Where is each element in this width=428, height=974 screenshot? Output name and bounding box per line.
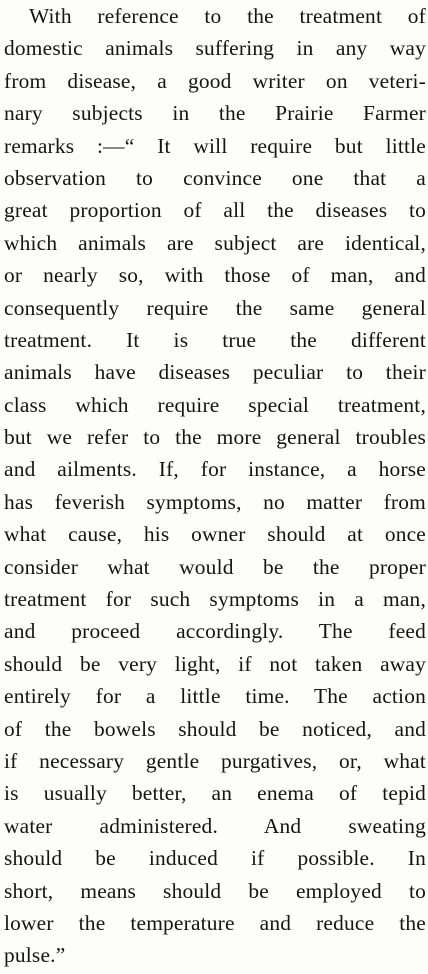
article-line: and ailments. If, for instance, a horse bbox=[4, 457, 426, 482]
article-line: or nearly so, with those of man, and bbox=[4, 263, 426, 288]
article-line: from disease, a good writer on veteri- bbox=[4, 68, 426, 93]
article-line: should be very light, if not taken away bbox=[4, 651, 426, 676]
article-line: treatment for such symptoms in a man, bbox=[4, 587, 426, 612]
article-line: and proceed accordingly. The feed bbox=[4, 619, 426, 644]
article-column bbox=[4, 0, 426, 972]
article-line: treatment. It is true the different bbox=[4, 327, 426, 352]
article-line: pulse.” bbox=[4, 943, 66, 968]
article-line: entirely for a little time. The action bbox=[4, 684, 426, 709]
article-line: but we refer to the more general troubles bbox=[4, 425, 426, 450]
article-line: nary subjects in the Prairie Farmer bbox=[4, 101, 426, 126]
article-line: animals have diseases peculiar to their bbox=[4, 360, 426, 385]
article-line: water administered. And sweating bbox=[4, 813, 426, 838]
article-line: With reference to the treatment of bbox=[29, 4, 426, 28]
article-line: domestic animals suffering in any way bbox=[4, 36, 426, 61]
article-line: consider what would be the proper bbox=[4, 554, 426, 579]
article-line: great proportion of all the diseases to bbox=[4, 198, 426, 223]
article-line: lower the temperature and reduce the bbox=[4, 910, 426, 935]
article-line: what cause, his owner should at once bbox=[4, 522, 426, 547]
article-line: of the bowels should be noticed, and bbox=[4, 716, 426, 741]
article-line: observation to convince one that a bbox=[4, 165, 426, 190]
article-line: is usually better, an enema of tepid bbox=[4, 781, 426, 806]
article-line: consequently require the same general bbox=[4, 295, 426, 320]
article-line: which animals are subject are identical, bbox=[4, 230, 426, 255]
article-line: short, means should be employed to bbox=[4, 878, 426, 903]
article-line: has feverish symptoms, no matter from bbox=[4, 489, 426, 514]
article-line: class which require special treatment, bbox=[4, 392, 426, 417]
article-line: if necessary gentle purgatives, or, what bbox=[4, 748, 426, 773]
article-line: should be induced if possible. In bbox=[4, 846, 426, 871]
article-line: remarks :—“ It will require but little bbox=[4, 133, 426, 158]
